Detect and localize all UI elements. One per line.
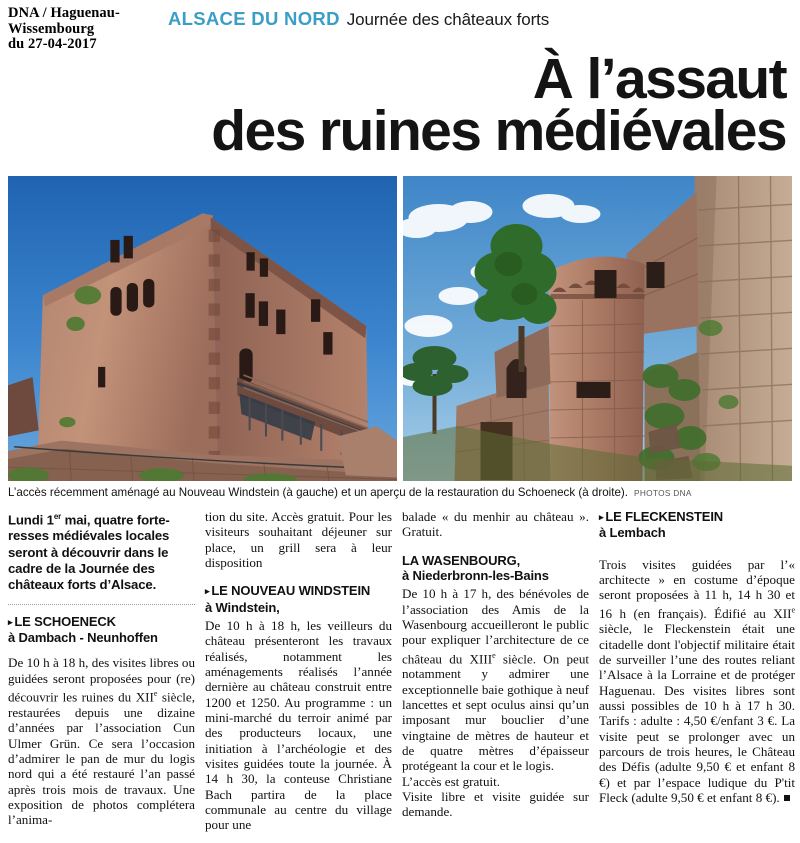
column-3 (402, 509, 589, 833)
article-lede: Lundi 1er mai, quatre forteresses médiévales locales seront à découvrir dans le cadre de la Journée des châteaux forts d’Alsace. (8, 512, 170, 592)
section-title: LE SCHOENECK (14, 613, 116, 629)
column-3-continuation (402, 509, 589, 540)
section-heading-wasenbourg (402, 553, 589, 584)
headline-line-1: À l’assaut (532, 47, 786, 111)
article-end-mark (784, 795, 790, 801)
publication-date: du 27-04-2017 (8, 36, 97, 52)
photo-nouveau-windstein (8, 176, 397, 481)
column-3-body (402, 586, 589, 820)
body-paragraph: De 10 h à 17 h, des bénévoles de l’association des Amis de la Wasenbourg accueilleront le public pour expliquer l’architecture de ce château du XIIIe siècle. On peut notamment y admirer une exceptionnelle baie gothique à neuf lancettes et sept oculus ainsi qu’un imposant mur bouclier d’une vingtaine de mètres de hauteur et de quatre mètres d’épaisseur protégeant la cour et le logis. (402, 586, 589, 774)
section-title: LE NOUVEAU WINDSTEIN (211, 583, 371, 599)
body-paragraph: balade « du menhir au château ». Gratuit. (402, 509, 589, 540)
photo-caption (8, 486, 792, 500)
section-place: à Niederbronn-les-Bains (402, 567, 549, 583)
body-paragraph: De 10 h à 18 h, les veilleurs du château présenteront les travaux réalisés, notamment les aménagements réalisés l’année dernière au château construit entre 1200 et 1250. Au programme : un mini-marché du terroir animé par des producteurs locaux, une initiation à l’archéologie et des visites guidées toute la journée. À 14 h 30, la conteuse Christiane Bach partira de la place communale au centre du village pour une (205, 617, 392, 833)
caption-text: L’accès récemment aménagé au Nouveau Windstein (à gauche) et un aperçu de la restauration du Schoeneck (à droite). (8, 486, 628, 499)
article-columns (8, 509, 795, 833)
section-place: à Lembach (599, 525, 666, 541)
triangle-marker-icon: ▸ (599, 512, 604, 522)
section-heading-fleckenstein (599, 509, 795, 541)
section-place: à Windstein, (205, 599, 280, 615)
section-heading-nouveau-windstein (205, 583, 392, 615)
body-paragraph: tion du site. Accès gratuit. Pour les visiteurs souhaitant déjeuner sur place, un grill sera à leur disposition (205, 509, 392, 571)
kicker-region: ALSACE DU NORD (168, 8, 340, 29)
photo-schoeneck-image (403, 176, 792, 481)
publication-identifier (8, 6, 168, 53)
body-paragraph (599, 557, 795, 806)
column-1-body (8, 655, 195, 827)
headline-line-2: des ruines médiévales (211, 99, 786, 163)
section-place: à Dambach - Neunhoffen (8, 630, 158, 646)
column-4 (599, 509, 795, 833)
body-paragraph-visits: Visite libre et visite guidée sur demande. (402, 789, 589, 820)
column-2 (205, 509, 392, 833)
article-headline (8, 47, 786, 163)
section-kicker (168, 6, 549, 30)
body-paragraph-access: L’accès est gratuit. (402, 773, 501, 789)
photo-nouveau-windstein-image (8, 176, 397, 481)
dotted-divider (8, 604, 195, 605)
publication-name: DNA / Haguenau-Wissembourg (8, 5, 120, 37)
photo-schoeneck (403, 176, 792, 481)
photo-row (8, 176, 792, 481)
triangle-marker-icon: ▸ (205, 586, 210, 597)
kicker-topic: Journée des châteaux forts (346, 10, 550, 29)
body-text: Trois visites guidées par l’« architecte » en costume d’époque seront proposées à 11 h, 14 h 30 et 16 h (en français). Édifié au XIIe siècle, le Fleckenstein était une citadelle dont l'objectif militaire était de surveiller l’une des routes reliant l’Alsace à la Lorraine et de protéger Haguenau. Des visites libres sont aussi possibles de 10 h à 17 h 30. Tarifs : adulte : 4,50 €/enfant 3 €. La visite peut se prolonger avec un parcours de trois heures, le Château des Défis (adulte 9,50 € et enfant 8 €) et par l’espace ludique du P'tit Fleck (adulte 9,50 € et enfant 8 €). (599, 556, 795, 806)
photo-credit: PHOTOS DNA (633, 488, 692, 498)
section-title: LA WASENBOURG, (402, 552, 521, 568)
column-1 (8, 509, 195, 833)
section-title: LE FLECKENSTEIN (605, 509, 724, 524)
triangle-marker-icon: ▸ (8, 616, 13, 627)
body-paragraph: De 10 h à 18 h, des visites libres ou guidées seront proposées pour (re) découvrir les ruines du XIIe siècle, restaurées depuis une dizaine d’années par l’association Cun Ulmer Grün. Ce sera l’occasion d’admirer le pan de mur du logis nord qui a été restauré l’an passé après trois mois de travaux. Une exposition de photos complétera l’anima- (8, 655, 196, 828)
column-2-body (205, 618, 392, 833)
column-4-body (599, 557, 795, 806)
section-heading-schoeneck (8, 614, 195, 646)
column-2-continuation (205, 509, 392, 570)
